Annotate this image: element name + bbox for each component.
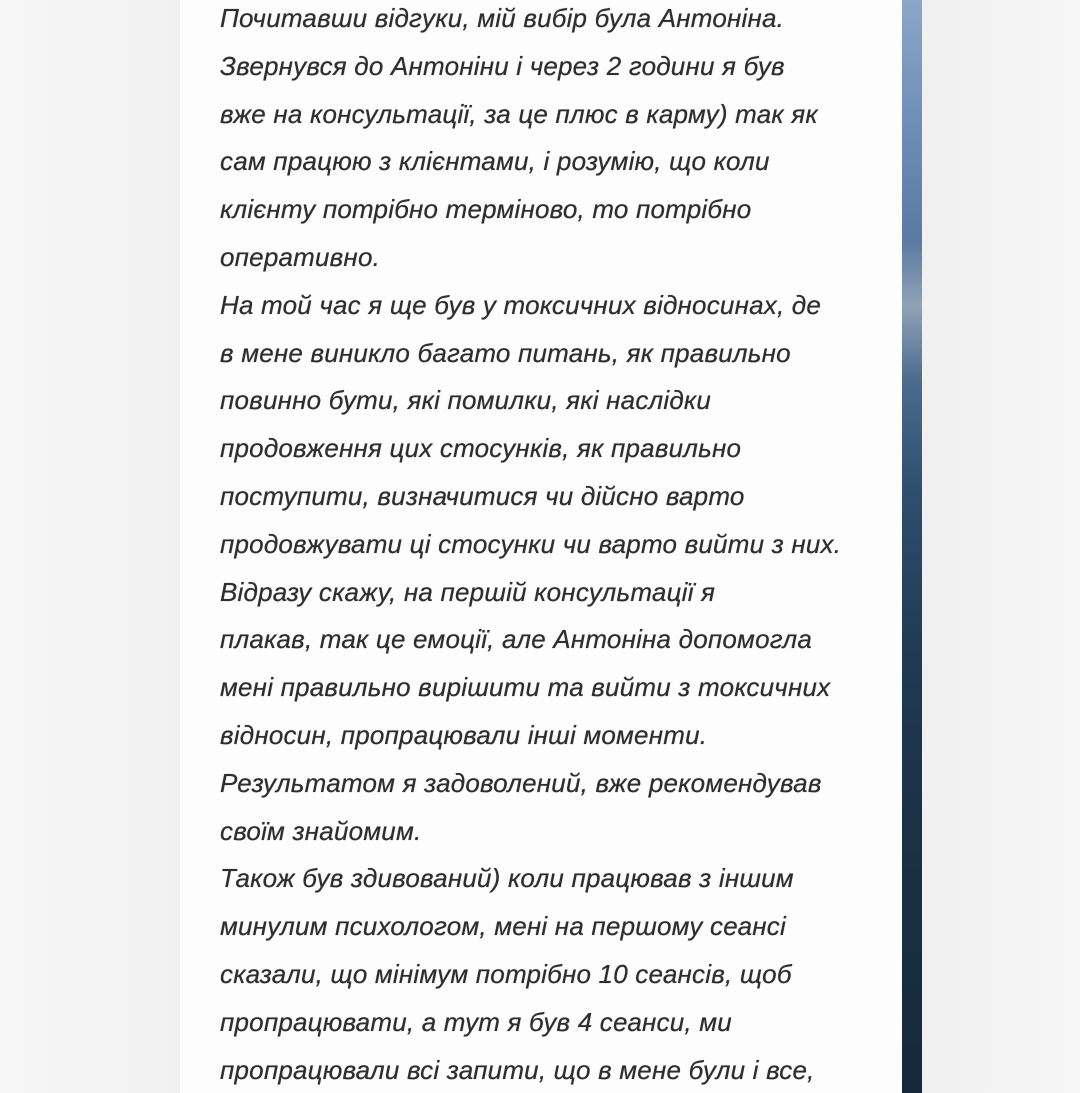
review-line: На той час я ще був у токсичних відносинах, де [220, 289, 822, 320]
left-margin [0, 0, 180, 1093]
review-line: в мене виникло багато питань, як правильно [220, 337, 791, 368]
review-line: плакав, так це емоції, але Антоніна допомогла [220, 624, 812, 655]
review-line: продовжувати ці стосунки чи варто вийти з них. [220, 528, 842, 559]
review-line: Результатом я задоволений, вже рекомендував [220, 767, 822, 798]
review-line: сам працюю з клієнтами, і розумію, що коли [220, 146, 770, 177]
review-line: своїм знайомим. [220, 815, 422, 846]
review-line: Звернувся до Антоніни і через 2 години я був [220, 50, 785, 81]
review-line: пропрацювали всі запити, що в мене були і все, [220, 1054, 815, 1085]
review-line: оперативно. [220, 241, 381, 272]
review-line: продовження цих стосунків, як правильно [220, 433, 742, 464]
review-text [220, 0, 890, 1093]
review-line: клієнту потрібно терміново, то потрібно [220, 194, 752, 225]
review-line: пропрацювати, а тут я був 4 сеанси, ми [220, 1006, 732, 1037]
review-line: мені правильно вирішити та вийти з токсичних [220, 672, 831, 703]
review-screenshot [180, 0, 902, 1093]
review-line: Почитавши відгуки, мій вибір була Антоніна. [220, 3, 785, 33]
right-margin [922, 0, 1080, 1093]
review-line: минулим психологом, мені на першому сеансі [220, 911, 786, 942]
background-photo-strip [902, 0, 922, 1093]
review-line: Відразу скажу, на першій консультації я [220, 576, 716, 607]
review-line: вже на консультації, за це плюс в карму) так як [220, 98, 818, 129]
review-line: сказали, що мінімум потрібно 10 сеансів, щоб [220, 958, 792, 989]
review-line: повинно бути, які помилки, які наслідки [220, 385, 712, 416]
review-line: відносин, пропрацювали інші моменти. [220, 719, 708, 750]
review-line: Також був здивований) коли працював з іншим [220, 863, 794, 894]
review-line: поступити, визначитися чи дійсно варто [220, 480, 745, 511]
